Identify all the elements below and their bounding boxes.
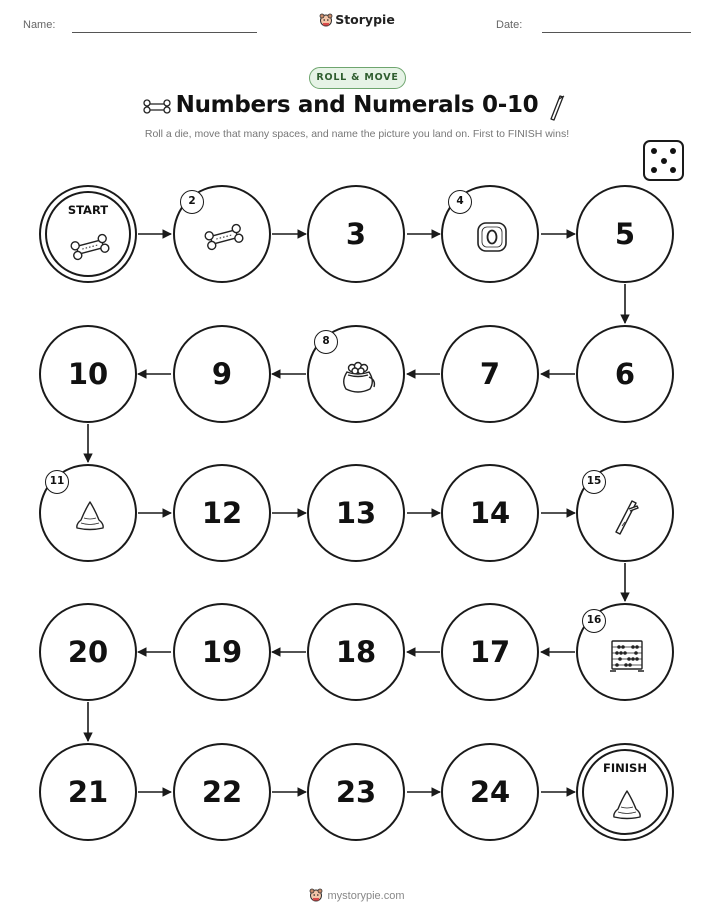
zero-tile-icon — [472, 217, 512, 257]
space-19[interactable] — [173, 603, 271, 701]
space-17[interactable] — [441, 603, 539, 701]
space-number: 24 — [469, 775, 511, 809]
space-18[interactable] — [307, 603, 405, 701]
space-number: 5 — [614, 217, 636, 251]
space-3[interactable] — [307, 185, 405, 283]
storypie-mascot-icon — [309, 888, 323, 902]
space-7[interactable] — [441, 325, 539, 423]
space-5[interactable] — [576, 185, 674, 283]
space-20[interactable] — [39, 603, 137, 701]
page-instructions: Roll a die, move that many spaces, and name the picture you land on. First to FINISH wins! — [144, 128, 570, 140]
start-label: START — [67, 203, 109, 217]
space-number: 18 — [335, 635, 377, 669]
space-10[interactable] — [39, 325, 137, 423]
finish-label: FINISH — [603, 761, 647, 775]
space-number: 13 — [335, 496, 377, 530]
space-number: 20 — [67, 635, 109, 669]
bone-icon — [70, 227, 110, 267]
name-label: Name: — [23, 19, 56, 31]
bone-icon — [204, 217, 244, 257]
brand-name: Storypie — [335, 12, 395, 27]
space-number: 19 — [201, 635, 243, 669]
space-24[interactable] — [441, 743, 539, 841]
space-6[interactable] — [576, 325, 674, 423]
space-number: 3 — [345, 217, 367, 251]
finish-space[interactable] — [576, 743, 674, 841]
space-9[interactable] — [173, 325, 271, 423]
sand-pile-icon — [607, 785, 647, 825]
space-12[interactable] — [173, 464, 271, 562]
page-title: Numbers and Numerals 0-10 — [175, 92, 539, 118]
space-badge: 8 — [314, 330, 338, 354]
space-badge: 11 — [45, 470, 69, 494]
space-number: 22 — [201, 775, 243, 809]
space-badge: 4 — [448, 190, 472, 214]
space-number: 21 — [67, 775, 109, 809]
space-21[interactable] — [39, 743, 137, 841]
space-number: 14 — [469, 496, 511, 530]
footer — [0, 888, 714, 902]
space-13[interactable] — [307, 464, 405, 562]
space-14[interactable] — [441, 464, 539, 562]
abacus-icon — [607, 635, 647, 675]
space-number: 12 — [201, 496, 243, 530]
space-23[interactable] — [307, 743, 405, 841]
space-number: 7 — [479, 357, 501, 391]
footer-site[interactable]: mystorypie.com — [327, 890, 405, 902]
pot-of-gold-icon — [338, 357, 378, 397]
space-badge: 2 — [180, 190, 204, 214]
space-badge: 16 — [582, 609, 606, 633]
sand-pile-icon — [70, 496, 110, 536]
space-number: 9 — [211, 357, 233, 391]
date-label: Date: — [496, 19, 523, 31]
space-number: 17 — [469, 635, 511, 669]
space-badge: 15 — [582, 470, 606, 494]
stick-icon — [607, 496, 647, 536]
space-number: 10 — [67, 357, 109, 391]
space-22[interactable] — [173, 743, 271, 841]
space-number: 6 — [614, 357, 636, 391]
space-number: 23 — [335, 775, 377, 809]
activity-badge: ROLL & MOVE — [309, 67, 406, 89]
start-space[interactable] — [39, 185, 137, 283]
